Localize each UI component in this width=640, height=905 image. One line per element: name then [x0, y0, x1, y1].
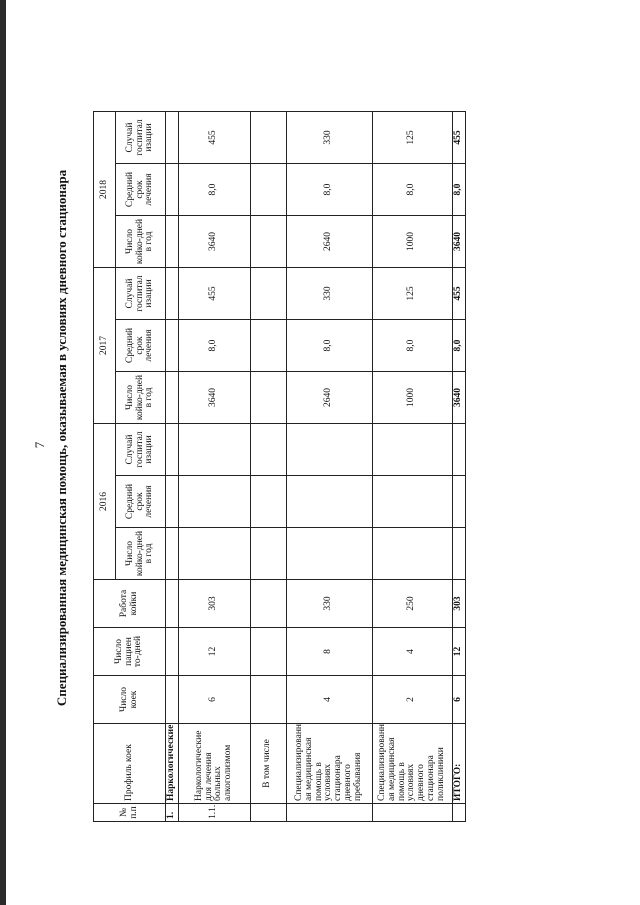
table-row-total — [452, 112, 465, 822]
hospital-table — [93, 111, 466, 822]
cell-2016-avg-stay — [286, 476, 372, 528]
header-beds: Число коек — [94, 676, 166, 724]
cell-2017-avg-stay: 8,0 — [372, 320, 452, 372]
row-beds: 6 — [452, 676, 465, 724]
cell-2018-cases — [250, 112, 286, 164]
cell-2018-bed-days: 1000 — [372, 216, 452, 268]
cell-2016-bed-days — [286, 528, 372, 580]
row-bed-work: 250 — [372, 580, 452, 628]
row-num: 1. — [166, 804, 179, 822]
cell-2017-avg-stay: 8,0 — [452, 320, 465, 372]
sub-avg-stay-2017: Средний срок лечения — [116, 320, 166, 372]
row-bed-work: 303 — [452, 580, 465, 628]
cell-2016-cases — [250, 424, 286, 476]
header-bed-work: Работа койки — [94, 580, 166, 628]
cell-2017-avg-stay: 8,0 — [286, 320, 372, 372]
sub-bed-days-2017: Число койко-дней в год — [116, 372, 166, 424]
cell-2017-cases: 125 — [372, 268, 452, 320]
cell-2016-bed-days — [372, 528, 452, 580]
cell-2018-avg-stay: 8,0 — [452, 164, 465, 216]
cell-2016-cases — [166, 424, 179, 476]
cell-2018-avg-stay: 8,0 — [286, 164, 372, 216]
page-number: 7 — [32, 441, 47, 449]
cell-2018-cases: 455 — [452, 112, 465, 164]
row-num — [452, 804, 465, 822]
row-beds: 2 — [372, 676, 452, 724]
sub-avg-stay-2016: Средний срок лечения — [116, 476, 166, 528]
cell-2018-bed-days — [166, 216, 179, 268]
cell-2017-cases — [166, 268, 179, 320]
cell-2016-cases — [372, 424, 452, 476]
row-num: 1.1. — [178, 804, 250, 822]
header-patient-days: Число пациен то-дней — [94, 628, 166, 676]
cell-2017-bed-days: 3640 — [178, 372, 250, 424]
row-beds — [166, 676, 179, 724]
cell-2016-avg-stay — [372, 476, 452, 528]
cell-2018-bed-days: 3640 — [452, 216, 465, 268]
sub-bed-days-2016: Число койко-дней в год — [116, 528, 166, 580]
cell-2018-avg-stay — [166, 164, 179, 216]
sub-cases-2016: Случай госпитал изации — [116, 424, 166, 476]
row-patient-days: 4 — [372, 628, 452, 676]
row-profile: Специализированн ая медицинская помощь в условиях дневного стационара поликлиники — [372, 724, 452, 804]
table-row — [286, 112, 372, 822]
row-patient-days: 8 — [286, 628, 372, 676]
cell-2016-cases — [452, 424, 465, 476]
header-year-2018: 2018 — [94, 112, 116, 268]
cell-2016-avg-stay — [178, 476, 250, 528]
row-patient-days — [250, 628, 286, 676]
header-year-2016: 2016 — [94, 424, 116, 580]
row-bed-work — [166, 580, 179, 628]
table-row — [166, 112, 179, 822]
cell-2017-avg-stay — [250, 320, 286, 372]
cell-2018-avg-stay — [250, 164, 286, 216]
header-num: № п.п — [94, 804, 166, 822]
row-beds: 6 — [178, 676, 250, 724]
cell-2018-bed-days — [250, 216, 286, 268]
row-profile: ИТОГО: — [452, 724, 465, 804]
cell-2018-bed-days: 3640 — [178, 216, 250, 268]
cell-2018-cases — [166, 112, 179, 164]
cell-2017-bed-days: 1000 — [372, 372, 452, 424]
cell-2016-cases — [178, 424, 250, 476]
row-num — [250, 804, 286, 822]
cell-2016-avg-stay — [250, 476, 286, 528]
row-profile: Наркологические для лечения больных алкоголизмом — [178, 724, 250, 804]
cell-2018-cases: 455 — [178, 112, 250, 164]
cell-2016-bed-days — [178, 528, 250, 580]
cell-2016-avg-stay — [166, 476, 179, 528]
row-beds — [250, 676, 286, 724]
cell-2017-cases — [250, 268, 286, 320]
cell-2017-avg-stay — [166, 320, 179, 372]
table-row — [250, 112, 286, 822]
cell-2018-bed-days: 2640 — [286, 216, 372, 268]
sub-cases-2018: Случай госпитал изации — [116, 112, 166, 164]
page-title: Специализированная медицинская помощь, оказываемая в условиях дневного стационара — [54, 169, 69, 707]
cell-2017-avg-stay: 8,0 — [178, 320, 250, 372]
page-edge-shadow — [0, 0, 6, 905]
row-bed-work: 330 — [286, 580, 372, 628]
table-row — [372, 112, 452, 822]
cell-2018-cases: 125 — [372, 112, 452, 164]
cell-2018-avg-stay: 8,0 — [372, 164, 452, 216]
cell-2017-bed-days: 2640 — [286, 372, 372, 424]
row-patient-days — [166, 628, 179, 676]
cell-2018-avg-stay: 8,0 — [178, 164, 250, 216]
cell-2017-cases: 455 — [178, 268, 250, 320]
cell-2018-cases: 330 — [286, 112, 372, 164]
cell-2017-bed-days — [250, 372, 286, 424]
row-profile: Наркологические — [166, 724, 179, 804]
row-patient-days: 12 — [178, 628, 250, 676]
sub-cases-2017: Случай госпитал изации — [116, 268, 166, 320]
row-bed-work: 303 — [178, 580, 250, 628]
cell-2016-cases — [286, 424, 372, 476]
row-num — [372, 804, 452, 822]
sub-avg-stay-2018: Средний срок лечения — [116, 164, 166, 216]
row-bed-work — [250, 580, 286, 628]
cell-2016-bed-days — [250, 528, 286, 580]
cell-2016-bed-days — [166, 528, 179, 580]
cell-2017-cases: 455 — [452, 268, 465, 320]
row-patient-days: 12 — [452, 628, 465, 676]
table-container — [93, 112, 463, 822]
header-profile: Профиль коек — [94, 724, 166, 804]
row-num — [286, 804, 372, 822]
cell-2017-bed-days — [166, 372, 179, 424]
row-profile: В том числе — [250, 724, 286, 804]
cell-2017-bed-days: 3640 — [452, 372, 465, 424]
sub-bed-days-2018: Число койко-дней в год — [116, 216, 166, 268]
rotated-table-frame — [93, 112, 463, 822]
table-row — [178, 112, 250, 822]
row-beds: 4 — [286, 676, 372, 724]
cell-2016-avg-stay — [452, 476, 465, 528]
cell-2016-bed-days — [452, 528, 465, 580]
row-profile: Специализированн ая медицинская помощь в условиях стационара дневного пребывания — [286, 724, 372, 804]
header-year-2017: 2017 — [94, 268, 116, 424]
cell-2017-cases: 330 — [286, 268, 372, 320]
